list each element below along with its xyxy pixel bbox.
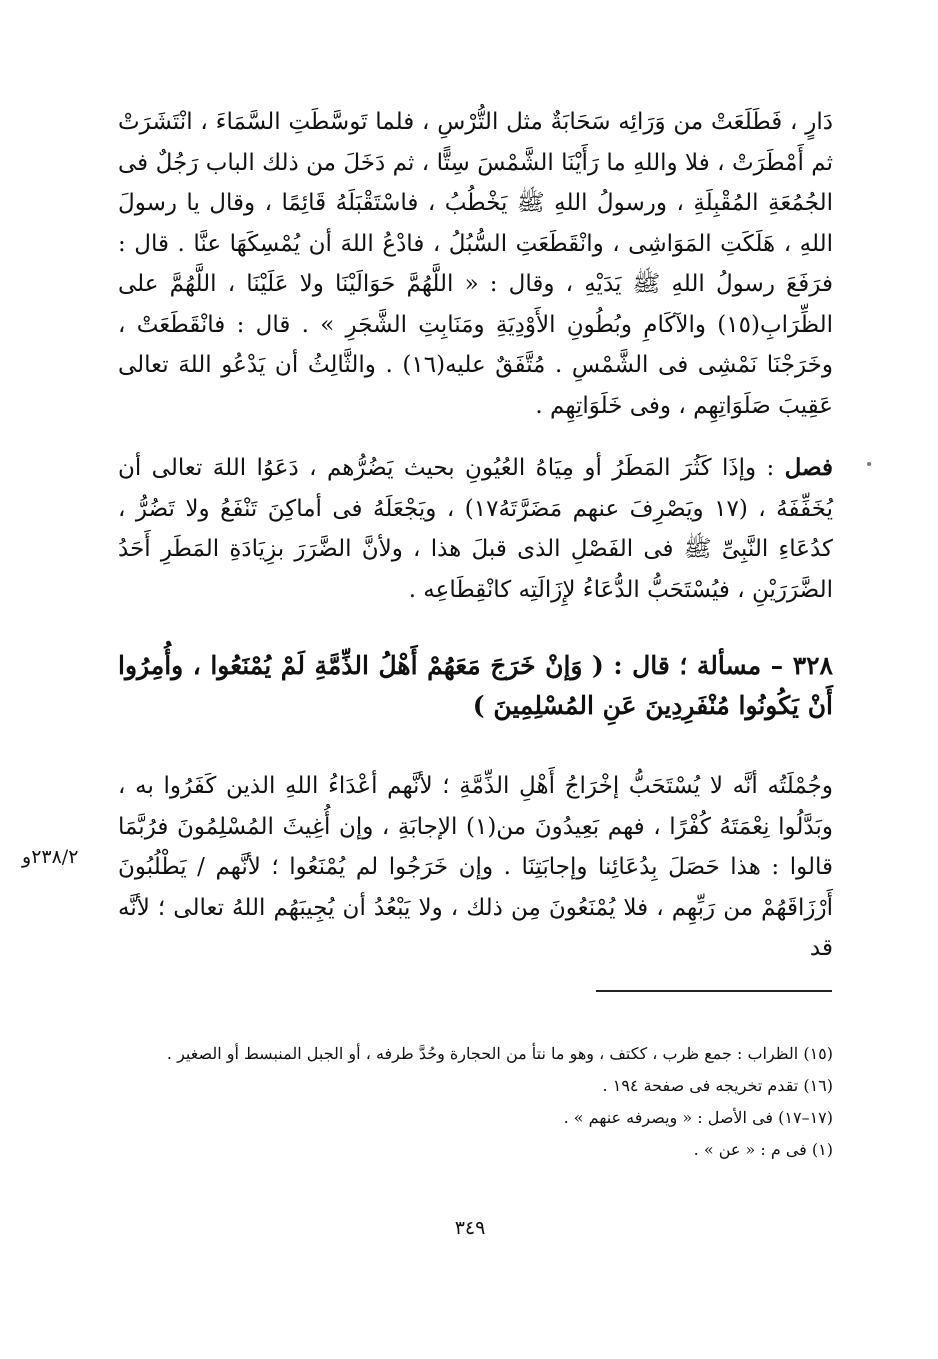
masala-text: – مسألة ؛ قال : ( وَإنْ خَرَجَ مَعَهُمْ أَهْلُ الذِّمَّةِ لَمْ يُمْنَعُوا ، وأُمِرُوا أَنْ يَكُونُوا مُنْفَرِدِينَ عَنِ المُسْلِمِينَ ) <box>118 651 833 720</box>
manuscript-folio-note: ٢٣٨/٢و <box>22 846 79 868</box>
footnote-divider <box>596 990 832 992</box>
paragraph-text: : وإذَا كَثُرَ المَطَرُ أو مِيَاهُ العُيُونِ بحيث يَضُرُّهم ، دَعَوُا اللهَ تعالى أن يُخَفِّفَهُ ، (١٧ ويَصْرِفَ عنهم مَضَرَّتَهُ١٧) ، ويَجْعَلَهُ فى أماكِنَ تَنْفَعُ ولا تَضُرُّ ، كدُعَاءِ النَّبِىِّ ﷺ فى الفَصْلِ الذى قبلَ هذا ، ولأنَّ الضَّرَرَ بزِيَادَةِ المَطَرِ أَحَدُ الضَّرَرَيْنِ ، فيُسْتَحَبُّ الدُّعَاءُ لإِزَالَتِه كانْقِطَاعِه . <box>118 455 833 603</box>
paragraph-text: دَارٍ ، فَطَلَعَتْ من وَرَائِه سَحَابَةٌ مثل التُّرْسِ ، فلما تَوسَّطَتِ السَّمَاءَ ، انْتَشَرَتْ ثم أَمْطَرَتْ ، فلا واللهِ ما رَأَيْنَا الشَّمْسَ سِتًّا ، ثم دَخَلَ من ذلك الباب رَجُلٌ فى الجُمُعَةِ المُقْبِلَةِ ، ورسولُ اللهِ ﷺ يَخْطُبُ ، فاسْتَقْبَلَهُ قَائِمًا ، وقال يا رسولَ اللهِ ، هَلَكَتِ المَوَاشِى ، وانْقَطَعَتِ السُّبُلُ ، فادْعُ اللهَ أن يُمْسِكَهَا عنَّا . قال : فرَفَعَ رسولُ اللهِ ﷺ يَدَيْهِ ، وقال : « اللَّهُمَّ حَوَالَيْنَا ولا عَلَيْنَا ، اللَّهُمَّ على الظِّرَابِ(١٥) والآكَامِ وبُطُونِ الأَوْدِيَةِ ومَنَابِتِ الشَّجَرِ » . قال : فانْقَطَعَتْ ، وخَرَجْنَا نَمْشِى فى الشَّمْسِ . مُتَّفَقٌ عليه(١٦) . والثَّالِثُ أن يَدْعُو اللهَ تعالى عَقِيبَ صَلَوَاتِهِم ، وفى خَلَوَاتِهِم . <box>118 109 833 419</box>
paragraph-text: وجُمْلَتُه أنَّه لا يُسْتَحَبُّ إخْرَاجُ أَهْلِ الذِّمَّةِ ؛ لأنَّهم أعْدَاءُ اللهِ الذين كَفَرُوا به ، وبَدَّلُوا نِعْمَتَهُ كُفْرًا ، فهم بَعِيدُونَ من(١) الإجابَةِ ، وإن أُغِيثَ المُسْلِمُونَ فرُبَّمَا قالوا : هذا حَصَلَ بِدُعَائِنا وإجابَتِنَا . وإن خَرَجُوا لم يُمْنَعُوا ؛ لأنَّهم / يَطْلُبُونَ أَرْزَاقَهُمْ من رَبِّهِم ، فلا يُمْنَعُونَ مِن ذلك ، ولا يَبْعُدُ أن يُجِيبَهُم اللهُ تعالى ؛ لأنَّه قد <box>118 773 833 961</box>
footnotes <box>118 1038 833 1166</box>
footnote-17: (١٧–١٧) فى الأصل : « ويصرفه عنهم » . <box>563 1108 833 1127</box>
page-number: ٣٤٩ <box>454 1217 486 1239</box>
paragraph-explanation <box>118 766 833 969</box>
margin-dot-mark <box>867 462 871 466</box>
paragraph-hadith-continuation <box>118 102 833 426</box>
footnote-16: (١٦) تقدم تخريجه فى صفحة ١٩٤ . <box>602 1076 833 1095</box>
footnote-1: (١) فى م : « عن » . <box>693 1140 833 1159</box>
footnote-15: (١٥) الظراب : جمع ظرب ، ككتف ، وهو ما نتأ من الحجارة وحُدَّ طرفه ، أو الجبل المنبسط أو الصغير . <box>166 1044 833 1063</box>
masala-heading <box>118 646 833 726</box>
masala-number: ٣٢٨ <box>792 651 833 680</box>
paragraph-fasl <box>118 448 833 610</box>
section-label-fasl: فصل <box>784 454 833 481</box>
